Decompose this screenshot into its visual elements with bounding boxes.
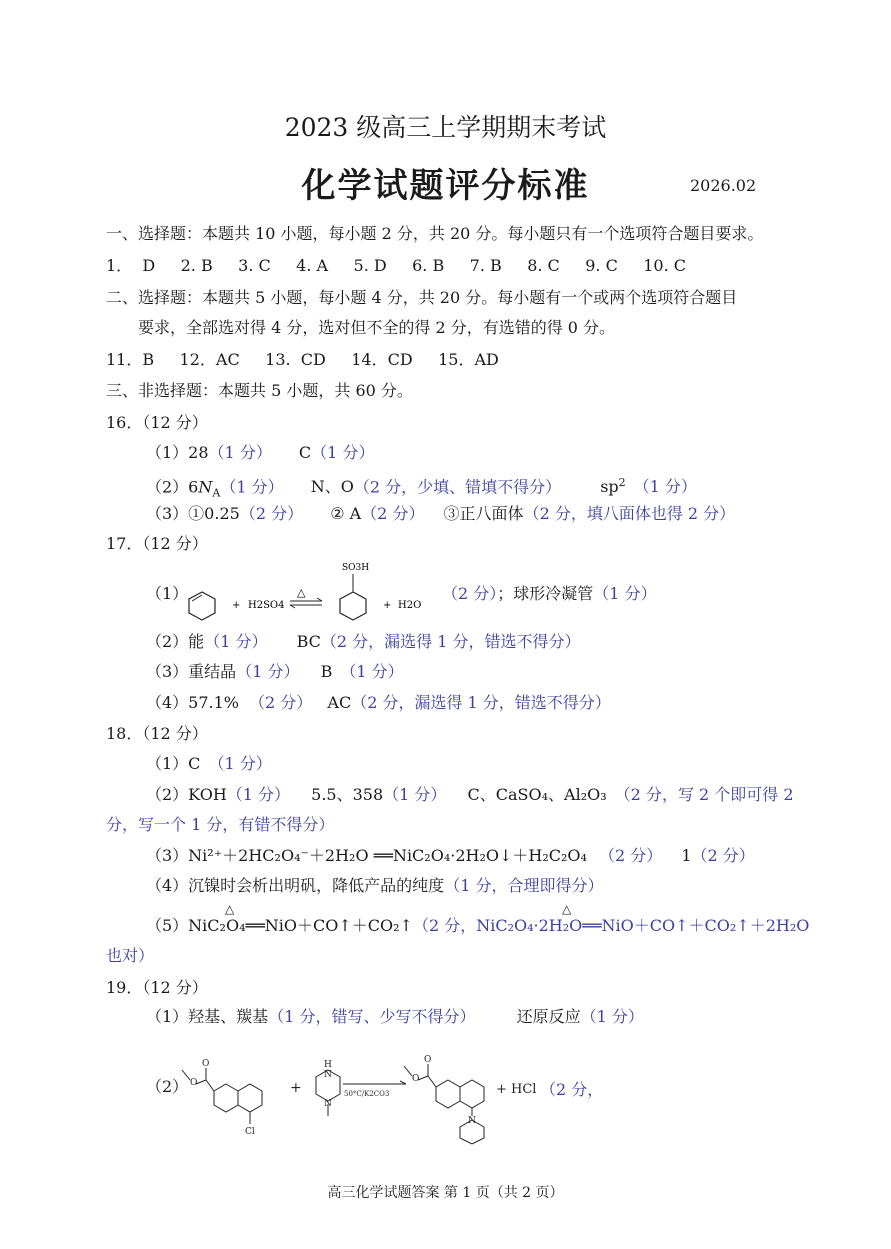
q16-part2: [146, 473, 697, 504]
q18-p4-score: （1 分，合理即得分）: [444, 876, 604, 895]
q17-p1-label: （1）: [146, 584, 189, 603]
reaction-condition: 50°C/K2CO3: [344, 1090, 390, 1098]
q18-p2-answer3: C、CaSO₄、Al₂O₃: [467, 785, 607, 804]
q18-p2-score3-cont: 分，写一个 1 分，有错不得分）: [106, 815, 335, 834]
part1-heading: 一、选择题：本题共 10 小题，每小题 2 分，共 20 分。每小题只有一个选项符合题目要求。: [106, 224, 764, 243]
page-footer: 高三化学试题答案 第 1 页（共 2 页）: [327, 1185, 564, 1201]
q16-p1-score2: （1 分）: [311, 443, 375, 462]
q19-p1-score2: （1 分）: [580, 1007, 644, 1026]
reactant-methyl-bond: [182, 1070, 190, 1080]
sulfuric-acid: H2SO4: [248, 600, 285, 611]
q19-number: 19．（12 分）: [106, 978, 208, 997]
part3-heading: 三、非选择题：本题共 5 小题，共 60 分。: [106, 381, 413, 400]
sulfonation-equation: [180, 558, 440, 622]
reactant-saturated-ring: [238, 1084, 262, 1112]
q19-p2-score: （2 分，: [540, 1080, 604, 1099]
q16-p3-score3: （2 分，填八面体也得 2 分）: [523, 504, 736, 523]
q18-p5-answer: （5）NiC₂O₄══NiO＋CO↑＋CO₂↑: [146, 916, 413, 935]
reactant-ester-oxygen-bond: [196, 1080, 206, 1084]
q16-p2-score2: （2 分，少填、错填不得分）: [353, 477, 562, 497]
q18-p2-score3: （2 分，写 2 个即可得 2: [614, 785, 794, 804]
piperazine-nh-h: H: [324, 1060, 332, 1070]
q17-p2-answer2: BC: [296, 632, 321, 651]
q17-part3: [146, 662, 404, 682]
q17-part4: [146, 693, 611, 713]
q16-p2-na: N: [198, 477, 213, 497]
q16-part1: [146, 443, 374, 463]
q18-p3-answer2: 1: [681, 846, 692, 865]
product-ester-bond: [428, 1076, 436, 1087]
q18-p5-score: （2 分，NiC₂O₄·2H₂O══NiO＋CO↑＋CO₂↑＋2H₂O: [412, 916, 810, 935]
q16-p3-answer: （3）①0.25: [146, 504, 240, 523]
reactant-ester-bond: [206, 1080, 214, 1091]
reactant-aromatic-ring: [214, 1084, 238, 1112]
q18-p2-answer2: 5.5、358: [311, 785, 384, 804]
q17-p1-answer2: ；球形冷凝管: [497, 584, 594, 603]
q17-p1-score2: （1 分）: [593, 584, 657, 603]
part2-heading-line2: 要求，全部选对得 4 分，选对但不全的得 2 分，有选错的得 0 分。: [138, 318, 616, 337]
q18-part1: [146, 754, 272, 774]
q19-part1: [146, 1007, 644, 1027]
reactant-ester-oxygen: O: [190, 1078, 198, 1088]
product-carbonyl-oxygen: O: [424, 1055, 432, 1065]
reactant-plus: +: [290, 1080, 302, 1096]
plus-sign: +: [232, 600, 241, 611]
q18-p2-answer: （2）KOH: [146, 785, 227, 804]
q17-p2-score2: （2 分，漏选得 1 分，错选不得分）: [320, 632, 581, 651]
q16-part3: [146, 504, 735, 524]
q18-p3-score: （2 分）: [598, 846, 663, 865]
q17-p2-score: （1 分）: [204, 632, 268, 651]
product-ester-oxygen: O: [412, 1074, 420, 1084]
q19-p1-answer2: 还原反应: [516, 1007, 581, 1026]
q17-number: 17．（12 分）: [106, 534, 208, 553]
q17-p2-answer: （2）能: [146, 632, 205, 651]
product-ester-oxygen-bond: [418, 1076, 428, 1080]
q19-reaction-scheme: [178, 1036, 548, 1146]
heat-condition: △: [297, 586, 306, 599]
q18-p3-answer: （3）Ni²⁺＋2HC₂O₄⁻＋2H₂O ══NiC₂O₄·2H₂O↓＋H₂C₂O₄: [146, 846, 587, 865]
product-methyl-bond: [404, 1066, 412, 1076]
q16-p1-answer2: C: [298, 443, 312, 462]
q17-p3-score: （1 分）: [236, 662, 300, 681]
q16-p3-score: （2 分）: [239, 504, 304, 523]
q16-p1-answer: （1）28: [146, 443, 209, 462]
q16-p2-answer: （2）6: [146, 477, 199, 497]
q16-p2-sp-sup: 2: [618, 476, 626, 489]
q18-p1-score: （1 分）: [208, 754, 272, 773]
product-saturated-ring: [460, 1080, 484, 1108]
byproduct-hcl: + HCl: [496, 1082, 537, 1097]
q16-number: 16．（12 分）: [106, 413, 208, 432]
piperazine-nme-n: N: [324, 1099, 332, 1109]
q16-p2-score: （1 分）: [220, 477, 284, 497]
q18-part2: [146, 785, 794, 805]
exam-title: 2023 级高三上学期期末考试: [284, 113, 607, 142]
q19-p2-label: （2）: [146, 1077, 189, 1096]
part2-answers: 11．B 12．AC 13. CD 14．CD 15．AD: [106, 350, 499, 369]
q19-p1-score: （1 分，错写、少写不得分）: [268, 1007, 476, 1026]
benzenesulfonic-ring: [340, 592, 366, 620]
piperazine-nh-n: N: [324, 1070, 332, 1080]
q18-p5-score-cont: 也对）: [106, 946, 155, 965]
reactant-chlorine: Cl: [245, 1127, 255, 1137]
part1-answers: 1． D 2. B 3. C 4. A 5. D 6. B 7. B 8. C 9. C 10. C: [106, 256, 687, 275]
q16-p1-score: （1 分）: [208, 443, 272, 462]
q16-p2-answer2: N、O: [310, 477, 354, 497]
q17-p3-score2: （1 分）: [340, 662, 404, 681]
q16-p3-answer2: ② A: [330, 504, 362, 523]
q19-p1-answer: （1）羟基、羰基: [146, 1007, 269, 1026]
q18-part3: [146, 846, 755, 866]
q16-p2-na-sub: A: [212, 486, 221, 500]
water: H2O: [398, 600, 422, 611]
q18-p4-answer: （4）沉镍时会析出明矾，降低产品的纯度: [146, 876, 445, 895]
q17-p3-answer2: B: [320, 662, 333, 681]
q17-p4-score: （2 分）: [249, 693, 313, 712]
q18-part5: [146, 916, 809, 936]
reactant-carbonyl-oxygen: O: [202, 1059, 210, 1069]
q17-p1-score: （2 分）: [442, 584, 498, 603]
q18-p5-delta-2: △: [562, 902, 572, 916]
part2-heading-line1: 二、选择题：本题共 5 小题，每小题 4 分，共 20 分。每小题有一个或两个选项符合题目: [106, 288, 738, 307]
q16-p3-score2: （2 分）: [361, 504, 425, 523]
product-piperazine-n1: N: [468, 1116, 476, 1126]
q17-p4-answer: （4）57.1%: [146, 693, 240, 712]
q16-p2-score3: （1 分）: [633, 477, 697, 497]
q17-p1-text: [442, 584, 657, 604]
product-aromatic-ring: [436, 1080, 460, 1108]
benzene-ring: [189, 592, 215, 620]
q17-p4-score2: （2 分，漏选得 1 分，错选不得分）: [351, 693, 611, 712]
exam-date: 2026.02: [690, 176, 757, 195]
q17-part2: [146, 632, 580, 652]
q16-p3-answer3: ③正八面体: [443, 504, 524, 523]
q18-p1-answer: （1）C: [146, 754, 201, 773]
q18-p5-delta-1: △: [225, 902, 235, 916]
q18-p2-score: （1 分）: [226, 785, 291, 804]
plus-sign-2: +: [383, 600, 392, 611]
subject-title: 化学试题评分标准: [301, 166, 590, 206]
q18-p3-score2: （2 分）: [691, 846, 755, 865]
q18-number: 18．（12 分）: [106, 724, 208, 743]
q16-p2-answer3: sp: [600, 477, 619, 497]
q17-p3-answer: （3）重结晶: [146, 662, 237, 681]
q18-p2-score2: （1 分）: [383, 785, 447, 804]
sulfo-group: SO3H: [342, 563, 370, 573]
q18-part4: [146, 876, 603, 896]
q17-p4-answer2: AC: [327, 693, 352, 712]
